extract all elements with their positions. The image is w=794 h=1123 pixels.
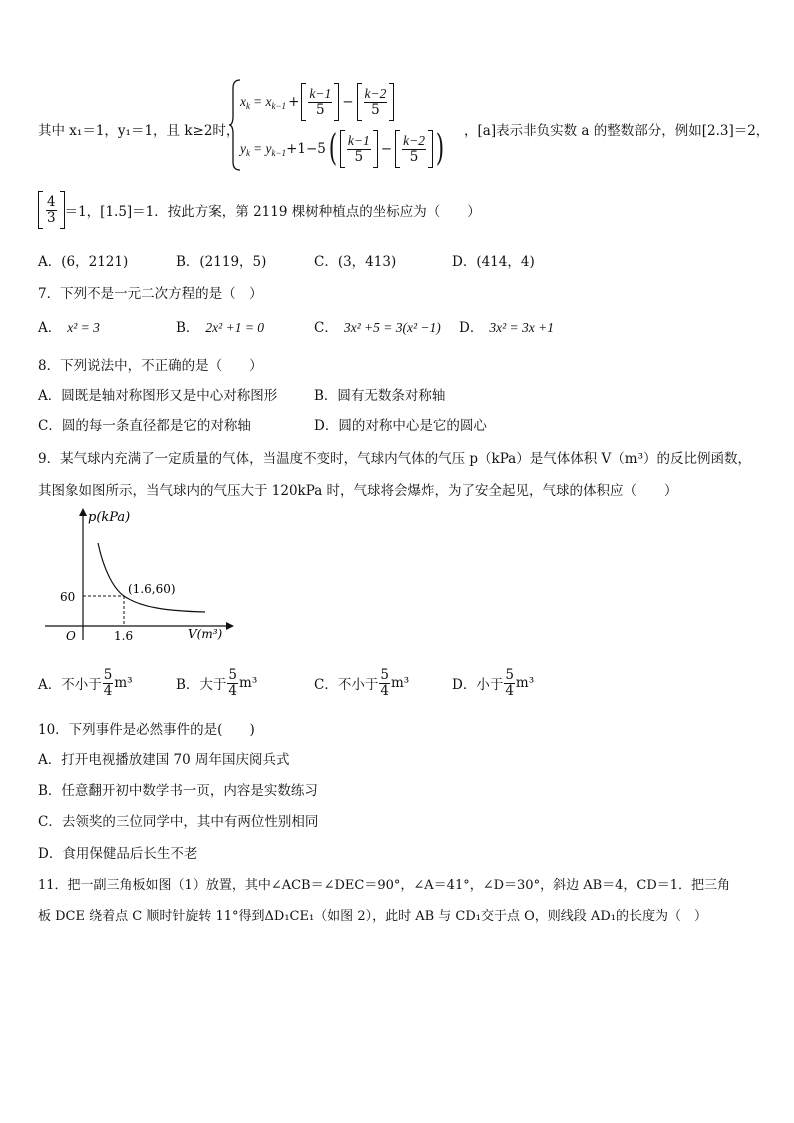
q10-option-c[interactable]: C．去领奖的三位同学中，其中有两位性别相同 xyxy=(38,814,319,830)
q11-stem-line2: 板 DCE 绕着点 C 顺时针旋转 11°得到ΔD₁CE₁（如图 2），此时 AB 与 CD₁交于点 O，则线段 AD₁的长度为（ ） xyxy=(38,909,707,924)
q7-option-b[interactable]: B． 2x² +1 = 0 xyxy=(176,320,265,336)
q9-graph xyxy=(40,505,240,645)
q8-option-c[interactable]: C．圆的每一条直径都是它的对称轴 xyxy=(38,418,251,434)
x-tick-label: 1.6 xyxy=(114,629,134,643)
q7-option-a[interactable]: A． x² = 3 xyxy=(38,320,100,336)
q8-option-a[interactable]: A．圆既是轴对称图形又是中心对称图形 xyxy=(38,388,278,404)
q6-note: ，[a]表示非负实数 a 的整数部分，例如[2.3]＝2， xyxy=(464,123,770,139)
y-axis-arrow-icon xyxy=(79,508,87,516)
q10-option-d[interactable]: D．食用保健品后长生不老 xyxy=(38,846,198,862)
q9-stem-line2: 其图象如图所示，当气球内的气压大于 120kPa 时，气球将会爆炸，为了安全起见，气球的体积应（ ） xyxy=(38,483,678,499)
q9-option-b[interactable]: B．大于 $\frac{5}{4}$ m³ xyxy=(176,667,258,699)
q7-stem: 7．下列不是一元二次方程的是（ ） xyxy=(38,286,263,302)
q6-line2-text: ＝1，[1.5]＝1．按此方案，第 2119 棵树种植点的坐标应为（ ） xyxy=(64,204,481,220)
q8-stem: 8．下列说法中，不正确的是（ ） xyxy=(38,358,263,374)
q6-option-a[interactable]: A．(6，2121) xyxy=(38,254,129,270)
q6-intro: 其中 x₁＝1，y₁＝1，且 k≥2时， xyxy=(38,123,240,139)
inverse-curve xyxy=(98,543,205,612)
q10-stem: 10．下列事件是必然事件的是( ) xyxy=(38,722,255,738)
q9-option-d[interactable]: D．小于 $\frac{5}{4}$ m³ xyxy=(452,667,535,699)
q9-option-c[interactable]: C．不小于 $\frac{5}{4}$ m³ xyxy=(314,667,410,699)
x-axis-label: V(m³) xyxy=(188,627,223,641)
q8-option-d[interactable]: D．圆的对称中心是它的圆心 xyxy=(314,418,487,434)
y-tick-label: 60 xyxy=(60,590,76,604)
q6-eq-y: y k = y k−1 +1−5 ( $\frac{k-1}{5}$ − $\frac{k-2}{5}$ ) xyxy=(240,128,445,169)
q6-option-d[interactable]: D．(414，4) xyxy=(452,254,535,270)
q6-option-b[interactable]: B．(2119，5) xyxy=(176,254,267,270)
q6-line2: $\frac{4}{3}$ ＝1，[1.5]＝1．按此方案，第 2119 棵树种植点的坐标应为（ ） xyxy=(38,190,481,230)
x-axis-arrow-icon xyxy=(226,622,234,630)
origin-label: O xyxy=(66,629,76,643)
q9-option-a[interactable]: A．不小于 $\frac{5}{4}$ m³ xyxy=(38,667,133,699)
q6-option-c[interactable]: C．(3，413) xyxy=(314,254,397,270)
q6-eq-x: x k = x k−1 + $\frac{k-1}{5}$ − $\frac{k-2}{5}$ xyxy=(240,83,394,121)
q7-option-c[interactable]: C． 3x² +5 = 3(x² −1) xyxy=(314,320,441,336)
point-label: (1.6,60) xyxy=(128,582,176,596)
q9-stem-line1: 9．某气球内充满了一定质量的气体，当温度不变时，气球内气体的气压 p（kPa）是气体体积 V（m³）的反比例函数， xyxy=(38,451,751,467)
q10-option-b[interactable]: B．任意翻开初中数学书一页，内容是实数练习 xyxy=(38,783,318,799)
q11-stem-line1: 11．把一副三角板如图（1）放置，其中∠ACB＝∠DEC＝90°，∠A＝41°，∠D＝30°，斜边 AB＝4，CD＝1．把三角 xyxy=(38,878,731,893)
q8-option-b[interactable]: B．圆有无数条对称轴 xyxy=(314,388,446,404)
y-axis-label: p(kPa) xyxy=(88,510,131,525)
q10-option-a[interactable]: A．打开电视播放建国 70 周年国庆阅兵式 xyxy=(38,752,290,768)
q7-option-d[interactable]: D． 3x² = 3x +1 xyxy=(459,320,554,336)
